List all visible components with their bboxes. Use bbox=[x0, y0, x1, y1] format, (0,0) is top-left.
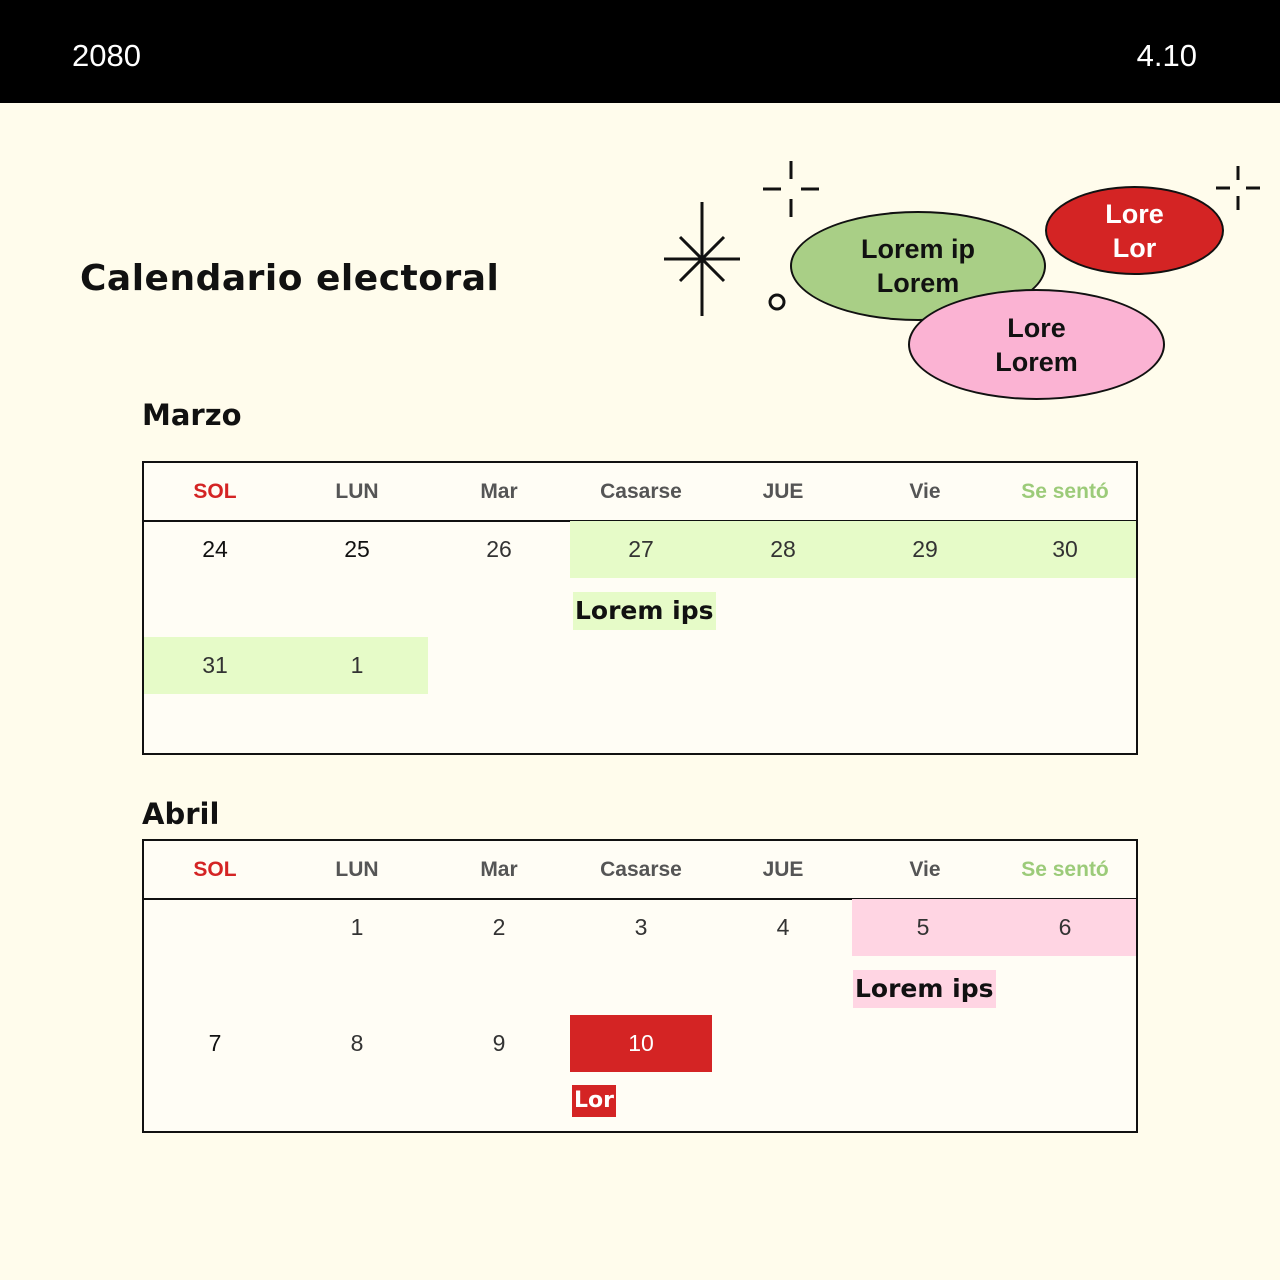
day-cell[interactable]: 2 bbox=[492, 914, 506, 940]
header-date: 4.10 bbox=[1136, 38, 1197, 73]
day-cell-highlight[interactable]: 27 bbox=[570, 521, 712, 578]
weekday-sun: SOL bbox=[193, 480, 237, 503]
weekday-fri: Vie bbox=[909, 480, 941, 503]
weekday-header bbox=[144, 463, 1136, 522]
day-cell-highlight[interactable]: 1 bbox=[286, 637, 428, 694]
day-cell[interactable]: 3 bbox=[634, 914, 648, 940]
day-cell-highlight[interactable]: 31 bbox=[144, 637, 286, 694]
sparkle-cross-icon bbox=[763, 161, 819, 217]
day-cell-highlight[interactable]: 28 bbox=[712, 521, 854, 578]
day-cell[interactable]: 7 bbox=[208, 1030, 222, 1056]
weekday-thu: JUE bbox=[762, 858, 804, 881]
small-circle-icon bbox=[770, 295, 784, 309]
month-title-marzo: Marzo bbox=[142, 398, 242, 432]
day-cell[interactable]: 26 bbox=[486, 536, 512, 562]
day-cell-highlight[interactable]: 6 bbox=[994, 899, 1136, 956]
day-cell[interactable]: 4 bbox=[776, 914, 790, 940]
weekday-mon: LUN bbox=[335, 858, 379, 881]
day-cell[interactable]: 25 bbox=[344, 536, 370, 562]
day-cell-highlight[interactable]: 29 bbox=[854, 521, 996, 578]
page-title: Calendario electoral bbox=[80, 258, 500, 299]
weekday-fri: Vie bbox=[909, 858, 941, 881]
sparkle-star-icon bbox=[664, 202, 740, 316]
weekday-thu: JUE bbox=[762, 480, 804, 503]
day-cell-highlight[interactable]: 30 bbox=[994, 521, 1136, 578]
calendar-marzo bbox=[142, 461, 1138, 755]
event-label: Lorem ips bbox=[853, 970, 996, 1008]
event-label: Lor bbox=[572, 1085, 616, 1117]
sparkle-cross-icon bbox=[1216, 166, 1260, 210]
day-cell-highlight[interactable]: 5 bbox=[852, 899, 994, 956]
weekday-mon: LUN bbox=[335, 480, 379, 503]
weekday-wed: Casarse bbox=[600, 480, 682, 503]
header-year: 2080 bbox=[72, 38, 141, 73]
top-bar bbox=[0, 0, 1280, 103]
bubble-green: Lorem ip Lorem bbox=[790, 211, 1046, 321]
month-title-abril: Abril bbox=[142, 797, 220, 831]
day-cell[interactable]: 8 bbox=[350, 1030, 364, 1056]
weekday-sat: Se sentó bbox=[1021, 480, 1109, 503]
day-cell[interactable]: 9 bbox=[492, 1030, 506, 1056]
event-label: Lorem ips bbox=[573, 592, 716, 630]
weekday-sun: SOL bbox=[193, 858, 237, 881]
calendar-abril bbox=[142, 839, 1138, 1133]
weekday-sat: Se sentó bbox=[1021, 858, 1109, 881]
day-cell-highlight[interactable]: 10 bbox=[570, 1015, 712, 1072]
bubble-pink: Lore Lorem bbox=[908, 289, 1165, 400]
bubble-red: Lore Lor bbox=[1045, 186, 1224, 275]
day-cell[interactable]: 24 bbox=[202, 536, 228, 562]
day-cell[interactable]: 1 bbox=[350, 914, 364, 940]
weekday-header bbox=[144, 841, 1136, 900]
weekday-tue: Mar bbox=[480, 480, 518, 503]
weekday-wed: Casarse bbox=[600, 858, 682, 881]
weekday-tue: Mar bbox=[480, 858, 518, 881]
